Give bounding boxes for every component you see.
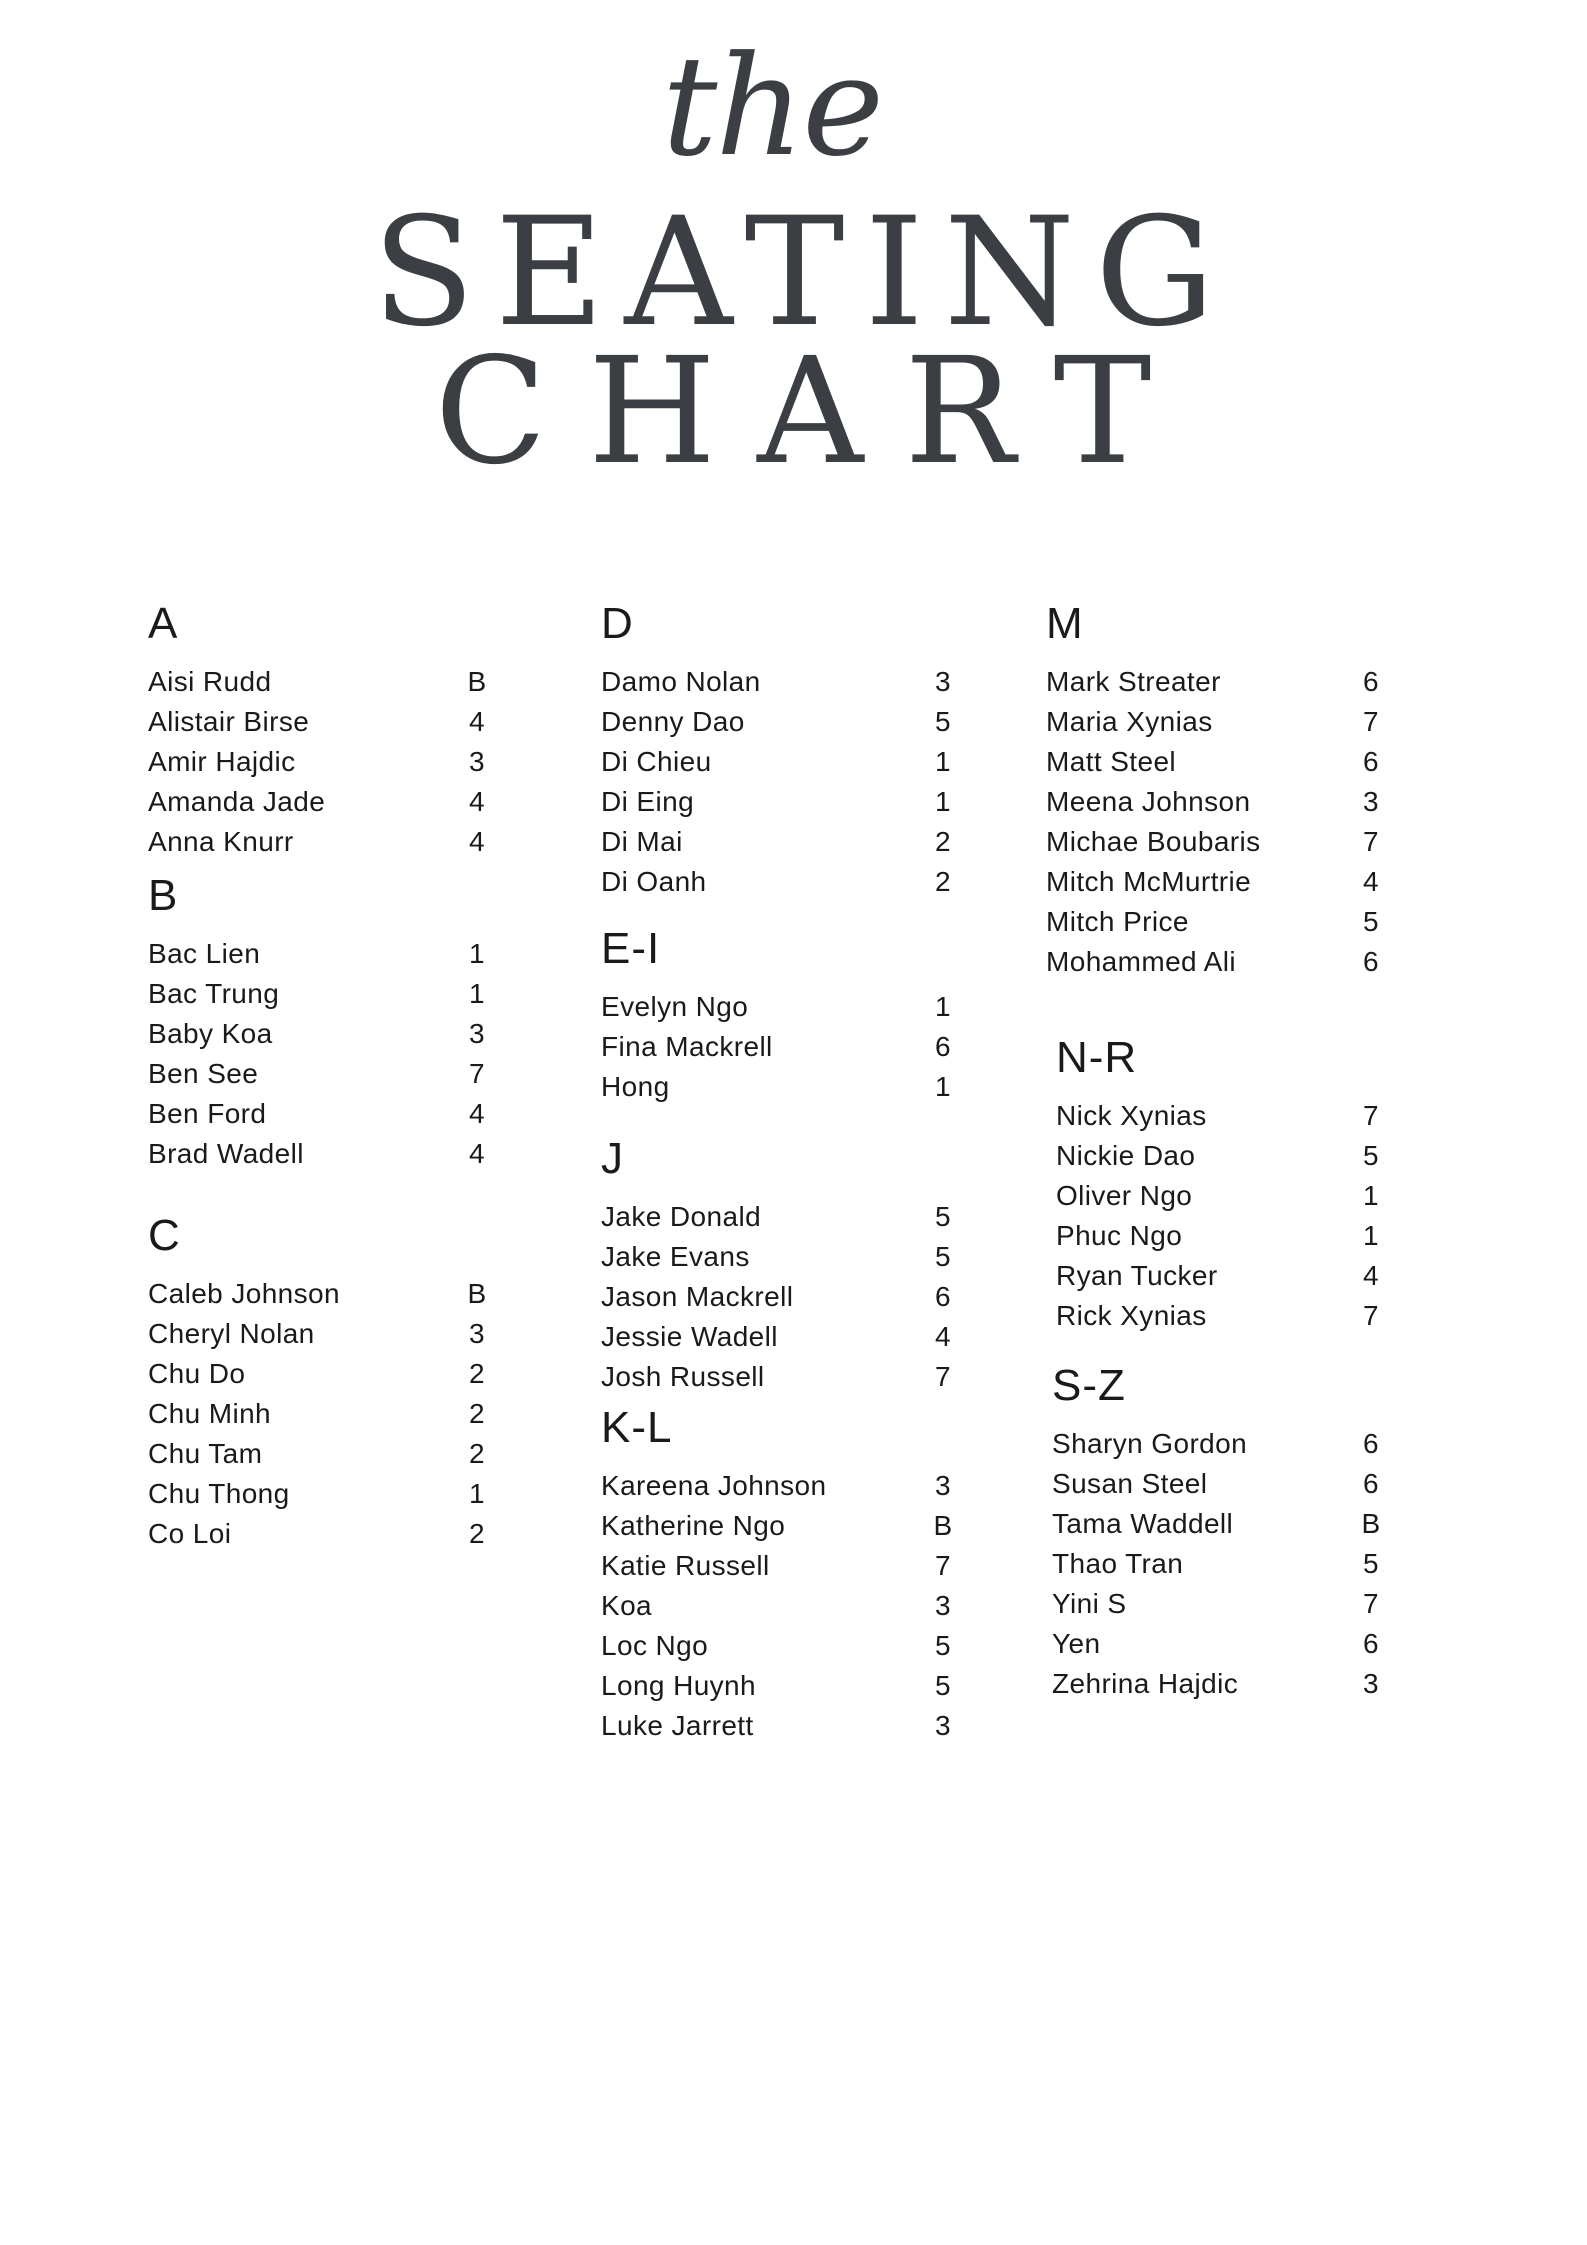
guest-row xyxy=(148,742,492,782)
guest-table-number: B xyxy=(1361,1508,1381,1539)
guest-row xyxy=(601,1586,958,1626)
section-heading: K-L xyxy=(601,1403,673,1452)
guest-table-number: 1 xyxy=(469,1478,485,1509)
guest-table-number: 5 xyxy=(935,1241,951,1272)
guest-table-number: 7 xyxy=(1363,706,1379,737)
guest-row xyxy=(148,662,492,702)
guest-table-number: 1 xyxy=(1363,1180,1379,1211)
guest-table-number: 7 xyxy=(469,1058,485,1089)
guest-row xyxy=(601,1237,958,1277)
guest-row xyxy=(1052,1424,1386,1464)
page-title-script: the xyxy=(661,26,883,187)
guest-name: Kareena Johnson xyxy=(601,1470,827,1501)
guest-table-number: 4 xyxy=(1363,1260,1379,1291)
guest-table-number: 7 xyxy=(935,1550,951,1581)
page-title-line1: SEATING xyxy=(372,186,1235,360)
guest-list xyxy=(601,662,958,902)
guest-table-number: 6 xyxy=(935,1031,951,1062)
guest-name: Chu Thong xyxy=(148,1478,290,1509)
guest-row xyxy=(1052,1464,1386,1504)
guest-name: Sharyn Gordon xyxy=(1052,1428,1248,1459)
guest-table-number: 4 xyxy=(469,786,485,817)
guest-row xyxy=(148,1434,492,1474)
guest-table-number: 3 xyxy=(935,1590,951,1621)
guest-row xyxy=(601,987,958,1027)
guest-name: Cheryl Nolan xyxy=(148,1318,315,1349)
guest-table-number: 4 xyxy=(935,1321,951,1352)
section-heading: J xyxy=(601,1134,624,1183)
guest-table-number: B xyxy=(467,1278,487,1309)
guest-name: Jason Mackrell xyxy=(601,1281,794,1312)
guest-name: Susan Steel xyxy=(1052,1468,1208,1499)
guest-name: Oliver Ngo xyxy=(1056,1180,1193,1211)
guest-table-number: 6 xyxy=(1363,1468,1379,1499)
guest-row xyxy=(1056,1176,1386,1216)
guest-name: Thao Tran xyxy=(1052,1548,1184,1579)
guest-row xyxy=(601,1067,958,1107)
guest-name: Mitch McMurtrie xyxy=(1046,866,1252,897)
guest-table-number: 3 xyxy=(469,1318,485,1349)
section-d xyxy=(601,600,958,902)
guest-row xyxy=(148,782,492,822)
guest-row xyxy=(1046,942,1386,982)
guest-row xyxy=(1056,1256,1386,1296)
column-3 xyxy=(1046,600,1386,1704)
guest-table-number: 3 xyxy=(469,1018,485,1049)
guest-table-number: 5 xyxy=(1363,906,1379,937)
guest-table-number: 2 xyxy=(935,826,951,857)
page-title-line2: CHART xyxy=(434,326,1193,497)
guest-list xyxy=(601,1466,958,1746)
guest-table-number: 5 xyxy=(1363,1140,1379,1171)
guest-name: Jake Donald xyxy=(601,1201,762,1232)
guest-name: Caleb Johnson xyxy=(148,1278,340,1309)
guest-row xyxy=(601,1317,958,1357)
guest-name: Yini S xyxy=(1052,1588,1127,1619)
section-a xyxy=(148,600,492,862)
section-k-l xyxy=(601,1404,958,1746)
guest-table-number: 4 xyxy=(469,706,485,737)
guest-row xyxy=(601,662,958,702)
guest-name: Brad Wadell xyxy=(148,1138,304,1169)
guest-row xyxy=(601,1277,958,1317)
column-1 xyxy=(148,600,492,1554)
guest-table-number: 5 xyxy=(1363,1548,1379,1579)
guest-table-number: 6 xyxy=(1363,1628,1379,1659)
guest-table-number: 2 xyxy=(469,1358,485,1389)
guest-table-number: 2 xyxy=(469,1398,485,1429)
guest-row xyxy=(601,1666,958,1706)
guest-table-number: 5 xyxy=(935,706,951,737)
guest-row xyxy=(148,934,492,974)
guest-row xyxy=(148,702,492,742)
guest-row xyxy=(148,1054,492,1094)
guest-name: Mitch Price xyxy=(1046,906,1189,937)
guest-name: Baby Koa xyxy=(148,1018,273,1049)
guest-name: Katherine Ngo xyxy=(601,1510,786,1541)
guest-name: Meena Johnson xyxy=(1046,786,1251,817)
guest-list xyxy=(1056,1096,1386,1336)
guest-row xyxy=(148,1354,492,1394)
guest-table-number: 1 xyxy=(935,991,951,1022)
guest-table-number: 6 xyxy=(1363,1428,1379,1459)
guest-list xyxy=(148,934,492,1174)
guest-table-number: 2 xyxy=(935,866,951,897)
guest-list xyxy=(601,1197,958,1397)
section-heading: N-R xyxy=(1056,1033,1138,1082)
guest-table-number: 7 xyxy=(935,1361,951,1392)
section-c xyxy=(148,1212,492,1554)
guest-table-number: 3 xyxy=(1363,786,1379,817)
guest-name: Katie Russell xyxy=(601,1550,770,1581)
guest-row xyxy=(148,1314,492,1354)
guest-table-number: 3 xyxy=(1363,1668,1379,1699)
guest-row xyxy=(1046,902,1386,942)
guest-name: Luke Jarrett xyxy=(601,1710,754,1741)
guest-table-number: 7 xyxy=(1363,1100,1379,1131)
guest-name: Josh Russell xyxy=(601,1361,765,1392)
guest-list xyxy=(1052,1424,1386,1704)
guest-name: Evelyn Ngo xyxy=(601,991,749,1022)
guest-table-number: 3 xyxy=(469,746,485,777)
guest-table-number: 1 xyxy=(935,786,951,817)
guest-name: Amanda Jade xyxy=(148,786,326,817)
guest-table-number: 5 xyxy=(935,1670,951,1701)
guest-row xyxy=(1052,1664,1386,1704)
guest-table-number: 1 xyxy=(935,746,951,777)
guest-name: Bac Trung xyxy=(148,978,280,1009)
guest-name: Mark Streater xyxy=(1046,666,1221,697)
guest-table-number: 2 xyxy=(469,1518,485,1549)
guest-row xyxy=(601,1357,958,1397)
guest-row xyxy=(148,822,492,862)
section-b xyxy=(148,872,492,1174)
guest-row xyxy=(1046,862,1386,902)
guest-row xyxy=(601,1506,958,1546)
guest-row xyxy=(601,822,958,862)
section-e-i xyxy=(601,925,958,1107)
column-2 xyxy=(601,600,958,1746)
guest-row xyxy=(148,1094,492,1134)
guest-table-number: 5 xyxy=(935,1630,951,1661)
guest-row xyxy=(601,782,958,822)
guest-row xyxy=(148,1394,492,1434)
guest-name: Nick Xynias xyxy=(1056,1100,1207,1131)
guest-list xyxy=(601,987,958,1107)
guest-row xyxy=(601,1546,958,1586)
guest-name: Ben See xyxy=(148,1058,259,1089)
guest-row xyxy=(1056,1136,1386,1176)
guest-row xyxy=(148,1514,492,1554)
guest-name: Ben Ford xyxy=(148,1098,267,1129)
guest-name: Phuc Ngo xyxy=(1056,1220,1183,1251)
guest-table-number: B xyxy=(467,666,487,697)
guest-table-number: 3 xyxy=(935,666,951,697)
guest-table-number: 3 xyxy=(935,1710,951,1741)
guest-row xyxy=(1046,702,1386,742)
section-heading: E-I xyxy=(601,924,661,973)
guest-name: Damo Nolan xyxy=(601,666,761,697)
section-m xyxy=(1046,600,1386,982)
guest-name: Di Chieu xyxy=(601,746,712,777)
guest-name: Rick Xynias xyxy=(1056,1300,1207,1331)
guest-table-number: 1 xyxy=(935,1071,951,1102)
guest-name: Alistair Birse xyxy=(148,706,310,737)
guest-row xyxy=(1056,1296,1386,1336)
guest-name: Aisi Rudd xyxy=(148,666,272,697)
guest-row xyxy=(148,974,492,1014)
guest-table-number: B xyxy=(933,1510,953,1541)
guest-name: Yen xyxy=(1052,1628,1101,1659)
guest-table-number: 7 xyxy=(1363,826,1379,857)
guest-name: Tama Waddell xyxy=(1052,1508,1234,1539)
guest-name: Amir Hajdic xyxy=(148,746,296,777)
guest-table-number: 4 xyxy=(469,1138,485,1169)
guest-name: Chu Tam xyxy=(148,1438,263,1469)
guest-name: Koa xyxy=(601,1590,653,1621)
guest-list xyxy=(148,662,492,862)
section-j xyxy=(601,1135,958,1397)
guest-name: Chu Do xyxy=(148,1358,246,1389)
guest-name: Matt Steel xyxy=(1046,746,1177,777)
guest-name: Maria Xynias xyxy=(1046,706,1213,737)
guest-name: Long Huynh xyxy=(601,1670,757,1701)
guest-row xyxy=(601,1466,958,1506)
guest-row xyxy=(601,1197,958,1237)
guest-name: Ryan Tucker xyxy=(1056,1260,1218,1291)
guest-row xyxy=(148,1134,492,1174)
guest-table-number: 7 xyxy=(1363,1300,1379,1331)
guest-row xyxy=(148,1474,492,1514)
guest-row xyxy=(601,862,958,902)
section-heading: D xyxy=(601,599,634,648)
guest-name: Anna Knurr xyxy=(148,826,294,857)
guest-row xyxy=(1052,1544,1386,1584)
guest-row xyxy=(1046,742,1386,782)
guest-table-number: 6 xyxy=(935,1281,951,1312)
guest-row xyxy=(1046,662,1386,702)
section-heading: B xyxy=(148,871,179,920)
guest-name: Bac Lien xyxy=(148,938,261,969)
guest-name: Michae Boubaris xyxy=(1046,826,1261,857)
guest-name: Di Eing xyxy=(601,786,695,817)
guest-name: Co Loi xyxy=(148,1518,232,1549)
section-n-r xyxy=(1046,1034,1386,1336)
guest-row xyxy=(1046,782,1386,822)
section-s-z xyxy=(1046,1362,1386,1704)
guest-table-number: 4 xyxy=(1363,866,1379,897)
guest-name: Denny Dao xyxy=(601,706,745,737)
guest-row xyxy=(601,702,958,742)
guest-row xyxy=(1052,1504,1386,1544)
guest-name: Jessie Wadell xyxy=(601,1321,778,1352)
guest-list xyxy=(148,1274,492,1554)
guest-table-number: 3 xyxy=(935,1470,951,1501)
guest-list xyxy=(1046,662,1386,982)
guest-name: Loc Ngo xyxy=(601,1630,709,1661)
guest-name: Zehrina Hajdic xyxy=(1052,1668,1239,1699)
guest-row xyxy=(148,1274,492,1314)
guest-table-number: 1 xyxy=(469,938,485,969)
guest-table-number: 1 xyxy=(1363,1220,1379,1251)
guest-name: Di Oanh xyxy=(601,866,707,897)
guest-table-number: 5 xyxy=(935,1201,951,1232)
guest-name: Hong xyxy=(601,1071,670,1102)
section-heading: S-Z xyxy=(1052,1361,1126,1410)
guest-name: Nickie Dao xyxy=(1056,1140,1196,1171)
guest-name: Mohammed Ali xyxy=(1046,946,1236,977)
guest-row xyxy=(1046,822,1386,862)
guest-row xyxy=(1052,1584,1386,1624)
guest-table-number: 4 xyxy=(469,826,485,857)
guest-table-number: 2 xyxy=(469,1438,485,1469)
guest-table-number: 4 xyxy=(469,1098,485,1129)
guest-row xyxy=(148,1014,492,1054)
guest-row xyxy=(601,742,958,782)
section-heading: M xyxy=(1046,599,1084,648)
section-heading: A xyxy=(148,599,179,648)
section-heading: C xyxy=(148,1211,181,1260)
guest-row xyxy=(1052,1624,1386,1664)
guest-table-number: 6 xyxy=(1363,666,1379,697)
guest-row xyxy=(601,1706,958,1746)
guest-row xyxy=(601,1027,958,1067)
guest-row xyxy=(1056,1216,1386,1256)
guest-name: Fina Mackrell xyxy=(601,1031,773,1062)
guest-name: Di Mai xyxy=(601,826,683,857)
guest-table-number: 6 xyxy=(1363,946,1379,977)
guest-row xyxy=(1056,1096,1386,1136)
guest-table-number: 7 xyxy=(1363,1588,1379,1619)
guest-name: Jake Evans xyxy=(601,1241,750,1272)
guest-table-number: 1 xyxy=(469,978,485,1009)
guest-row xyxy=(601,1626,958,1666)
guest-name: Chu Minh xyxy=(148,1398,272,1429)
guest-table-number: 6 xyxy=(1363,746,1379,777)
